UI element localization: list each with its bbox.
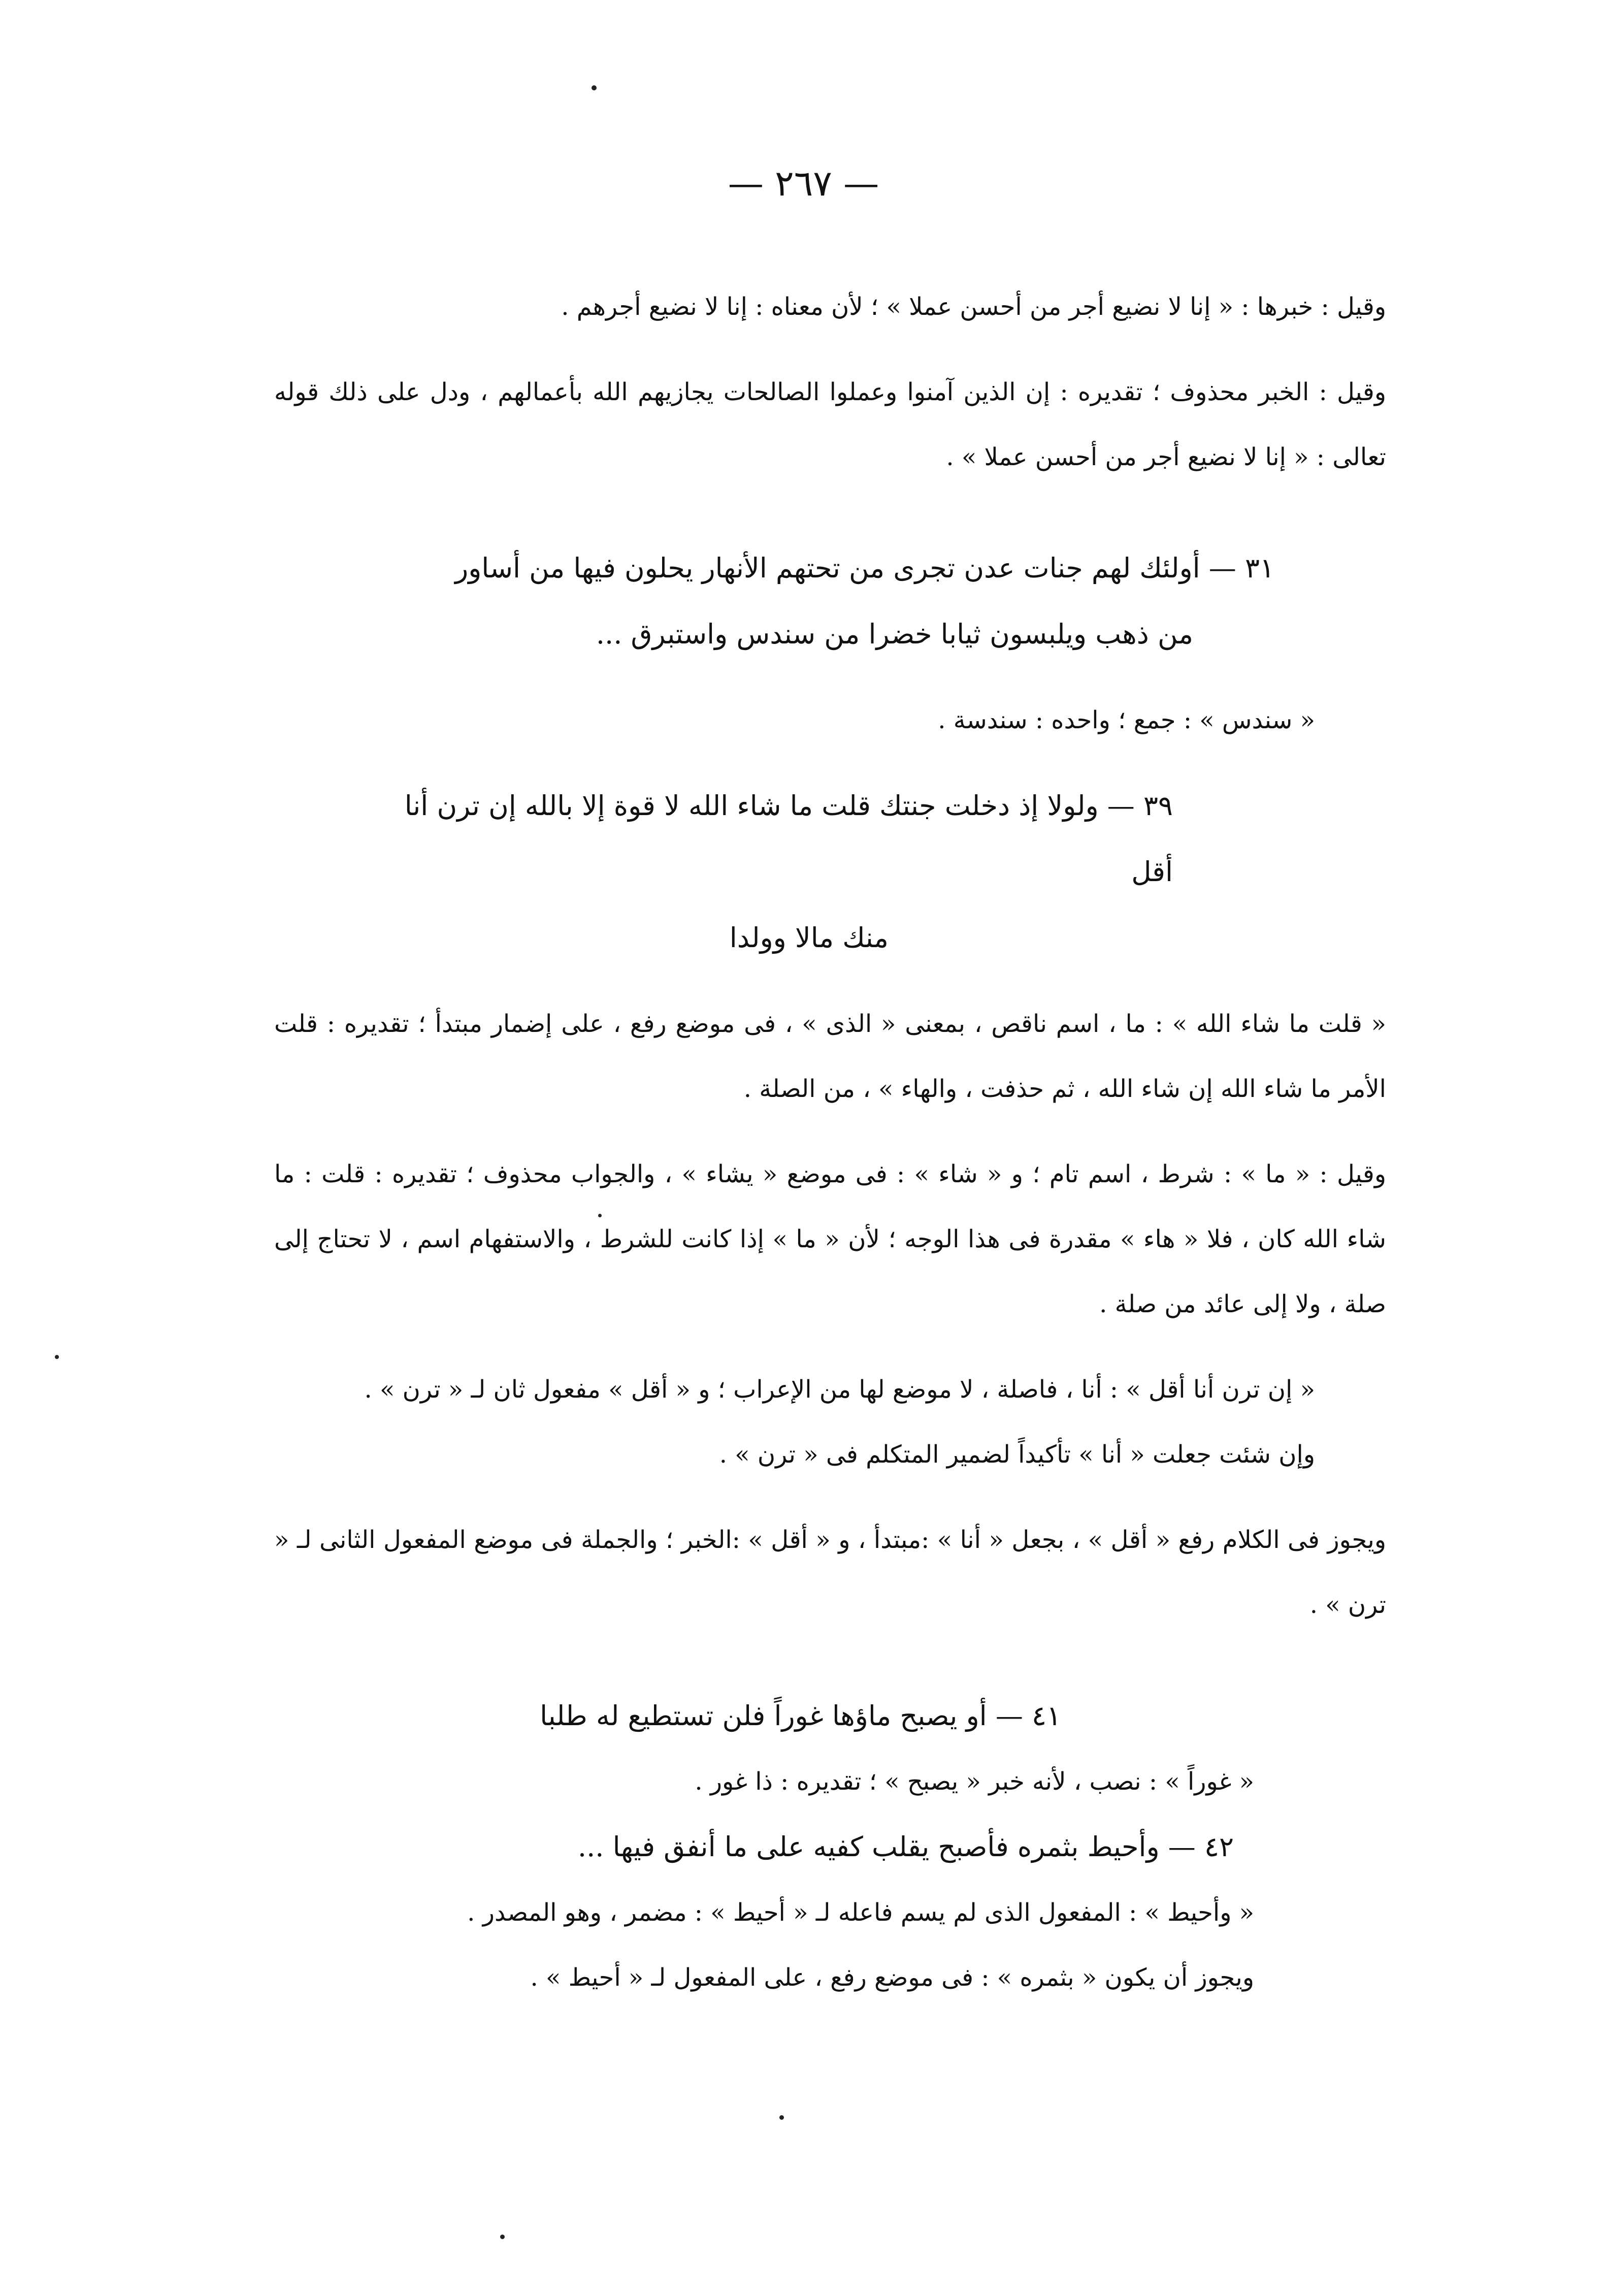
paragraph-sundus: « سندس » : جمع ؛ واحده : سندسة .	[938, 706, 1315, 734]
scan-speck	[779, 2115, 784, 2120]
paragraph-ma-shaa-allah: « قلت ما شاء الله » : ما ، اسم ناقص ، بمعنى « الذى » ، فى موضع رفع ، على إضمار مبتدأ ؛ تقديره : قلت الأمر ما شاء الله إن شاء الله ، ثم حذفت ، والهاء » ، من الصلة .	[274, 1010, 1386, 1103]
paragraph-khabar-mahdhuf: وقيل : الخبر محذوف ؛ تقديره : إن الذين آمنوا وعملوا الصالحات يجازيهم الله بأعمالهم ، ودل على ذلك قوله تعالى : « إنا لا نضيع أجر من أحسن عملا » .	[274, 378, 1386, 471]
paragraph-ma-shart: وقيل : « ما » : شرط ، اسم تام ؛ و « شاء » : فى موضع « يشاء » ، والجواب محذوف ؛ تقديره : قلت : ما شاء الله كان ، فلا « هاء » مقدرة فى هذا الوجه ؛ لأن « ما » إذا كانت للشرط ، والاستفهام اسم ، لا تحتاج إلى صلة ، ولا إلى عائد من صلة .	[274, 1160, 1387, 1318]
verse-39-line-2: منك مالا وولدا	[729, 922, 889, 954]
verse-41-line-1: ٤١ — أو يصبح ماؤها غوراً فلن تستطيع له طلبا	[540, 1700, 1061, 1732]
verse-31	[274, 535, 1386, 667]
paragraph-taukid: وإن شئت جعلت « أنا » تأكيداً لضمير المتكلم فى « ترن » .	[719, 1440, 1315, 1469]
verse-41	[274, 1683, 1386, 1749]
verse-31-line-2: من ذهب ويلبسون ثيابا خضرا من سندس واستبرق ...	[596, 618, 1193, 650]
paragraph-in-tarani: « إن ترن أنا أقل » : أنا ، فاصلة ، لا موضع لها من الإعراب ؛ و « أقل » مفعول ثان لـ « ترن » .	[364, 1375, 1315, 1404]
paragraph-bithamarihi: ويجوز أن يكون « بثمره » : فى موضع رفع ، على المفعول لـ « أحيط » .	[530, 1963, 1254, 1992]
paragraph-raf-aqall: ويجوز فى الكلام رفع « أقل » ، بجعل « أنا » :مبتدأ ، و « أقل » :الخبر ؛ والجملة فى موضع المفعول الثانى لـ « ترن » .	[274, 1526, 1386, 1619]
paragraph-uhita: « وأحيط » : المفعول الذى لم يسم فاعله لـ « أحيط » : مضمر ، وهو المصدر .	[467, 1898, 1254, 1927]
scan-speck	[592, 85, 597, 90]
page-body	[274, 274, 1386, 2010]
verse-39-line-1: ٣٩ — ولولا إذ دخلت جنتك قلت ما شاء الله لا قوة إلا بالله إن ترن أنا أقل	[404, 790, 1173, 888]
scan-speck	[55, 1355, 59, 1359]
paragraph-khabar: وقيل : خبرها : « إنا لا نضيع أجر من أحسن عملا » ؛ لأن معناه : إنا لا نضيع أجرهم .	[561, 293, 1386, 321]
verse-39	[274, 773, 1386, 971]
verse-42-line-1: ٤٢ — وأحيط بثمره فأصبح يقلب كفيه على ما أنفق فيها ...	[577, 1831, 1234, 1863]
verse-31-line-1: ٣١ — أولئك لهم جنات عدن تجرى من تحتهم الأنهار يحلون فيها من أساور	[455, 552, 1274, 584]
verse-42	[274, 1814, 1386, 1880]
scan-speck	[598, 1214, 602, 1217]
scan-speck	[500, 2235, 505, 2239]
paragraph-ghawran: « غوراً » : نصب ، لأنه خبر « يصبح » ؛ تقديره : ذا غور .	[695, 1767, 1254, 1796]
page-number: — ٢٦٧ —	[728, 163, 879, 204]
